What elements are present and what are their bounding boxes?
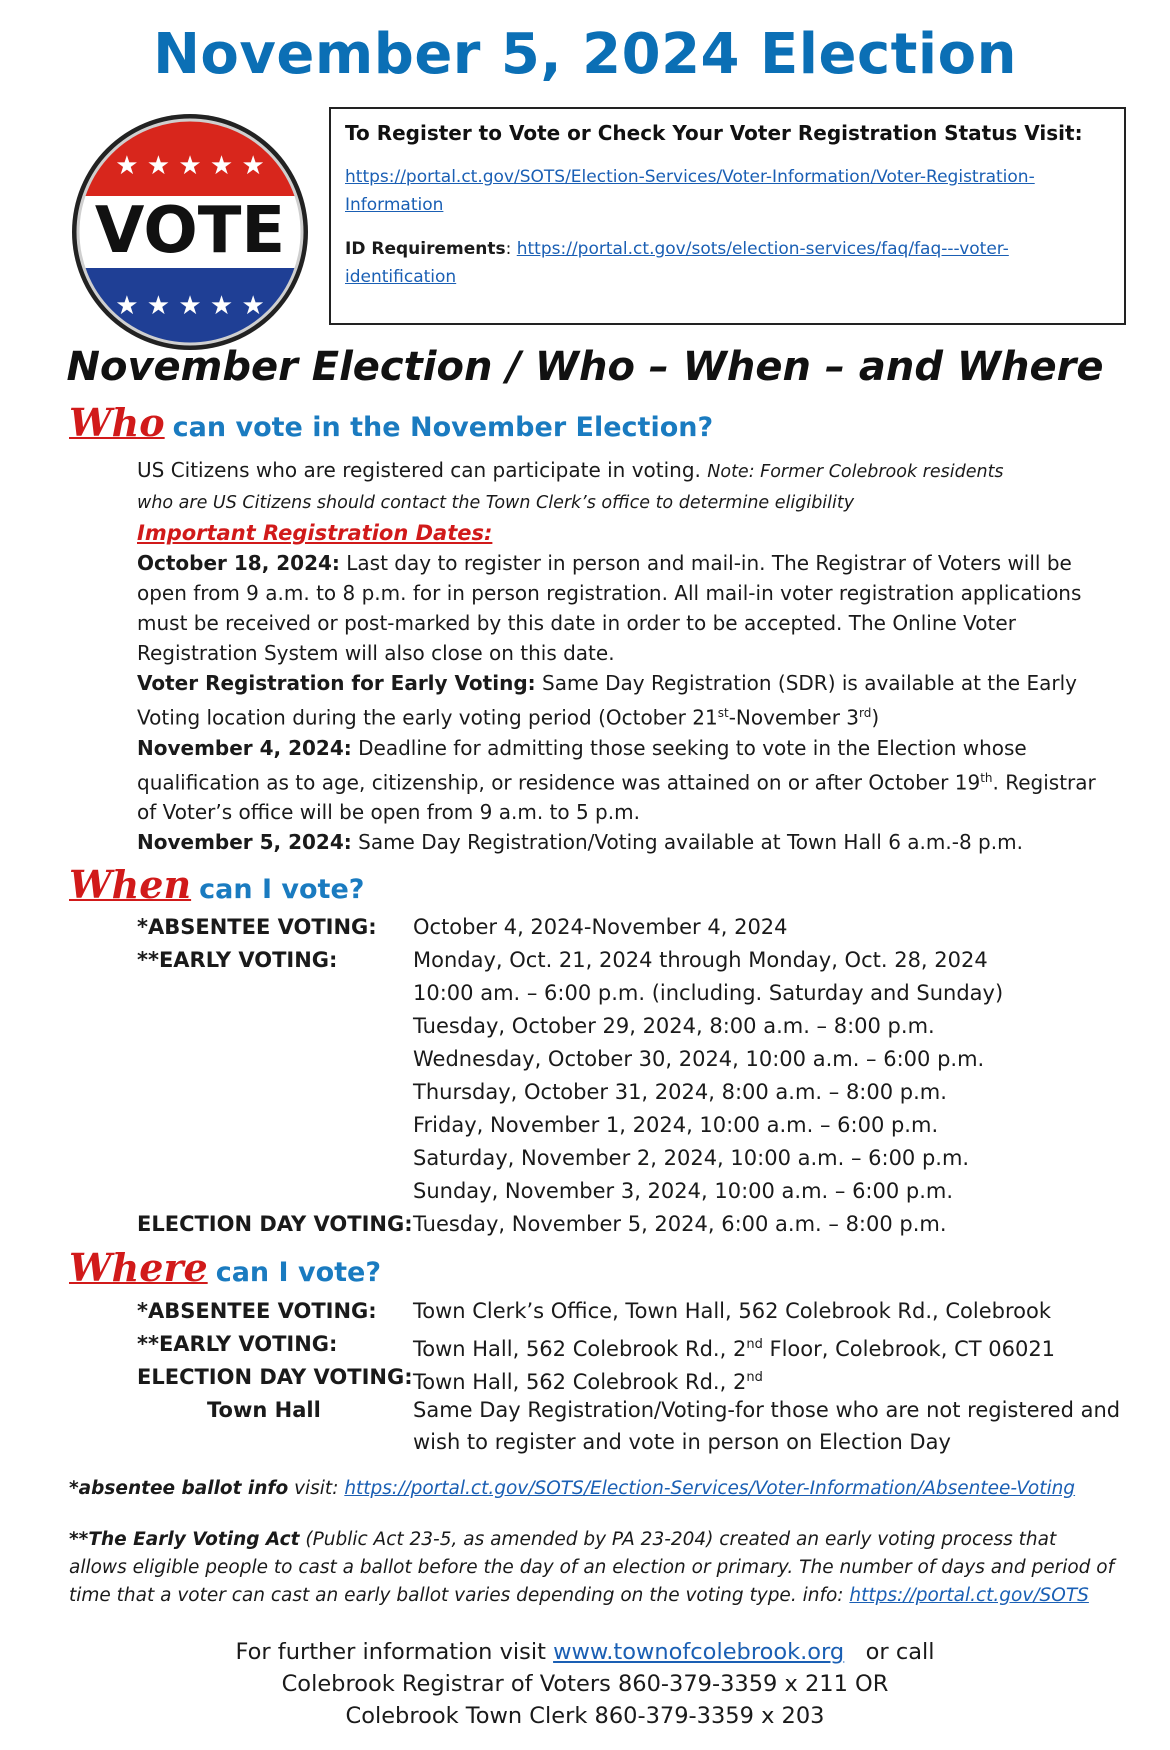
election-day-voting-time: Tuesday, November 5, 2024, 6:00 a.m. – 8:00 p.m. <box>413 1212 947 1236</box>
early-voting-location: Town Hall, 562 Colebrook Rd., 2nd Floor, Colebrook, CT 06021 <box>413 1337 1056 1361</box>
early-voting-line: Thursday, October 31, 2024, 8:00 a.m. – 8:00 p.m. <box>413 1080 947 1104</box>
where-locations-table <box>137 1295 1137 1460</box>
who-word: Who <box>69 400 165 445</box>
early-voting-line: Tuesday, October 29, 2024, 8:00 a.m. – 8:00 p.m. <box>413 1014 935 1038</box>
table-row <box>137 1295 1137 1328</box>
table-row <box>137 1175 1137 1208</box>
early-voting-act-footnote: **The Early Voting Act (Public Act 23-5, as amended by PA 23-204) created an early voting process that allows eligible people to cast a ballot before the day of an election or primary. The number of days and period of time that a voter can cast an early ballot varies depending on the voting type. info: https://portal.ct.gov/SOTS <box>69 1529 1115 1606</box>
registration-info-box <box>329 107 1126 325</box>
absentee-voting-location: Town Clerk’s Office, Town Hall, 562 Colebrook Rd., Colebrook <box>413 1299 1051 1323</box>
voter-registration-link[interactable]: https://portal.ct.gov/SOTS/Election-Services/Voter-Information/Voter-Registration- Information <box>345 167 1035 215</box>
election-day-voting-label: ELECTION DAY VOTING: <box>137 1212 413 1236</box>
town-website-link[interactable]: www.townofcolebrook.org <box>553 1639 845 1665</box>
table-row <box>137 1010 1137 1043</box>
where-word: Where <box>69 1245 208 1290</box>
id-requirements-line: ID Requirements: https://portal.ct.gov/sots/election-services/faq/faq---voter- identification <box>345 239 1009 287</box>
table-row <box>137 911 1137 944</box>
absentee-voting-label: *ABSENTEE VOTING: <box>137 1299 377 1323</box>
table-row <box>137 1142 1137 1175</box>
further-info-line: For further information visit www.townofcolebrook.org or call <box>235 1639 935 1665</box>
id-requirements-link[interactable]: https://portal.ct.gov/sots/election-services/faq/faq---voter- identification <box>345 239 1009 287</box>
page-title: November 5, 2024 Election <box>153 22 1017 87</box>
absentee-voting-label: *ABSENTEE VOTING: <box>137 915 377 939</box>
registration-dates-heading: Important Registration Dates: <box>137 521 493 545</box>
contact-footer <box>0 1636 1170 1732</box>
town-clerk-contact: Colebrook Town Clerk 860-379-3359 x 203 <box>345 1703 825 1729</box>
early-voting-line: Friday, November 1, 2024, 10:00 a.m. – 6:00 p.m. <box>413 1113 939 1137</box>
absentee-footnote: *absentee ballot info visit: https://portal.ct.gov/SOTS/Election-Services/Voter-Information/Absentee-Voting <box>69 1478 1076 1499</box>
sots-link[interactable]: https://portal.ct.gov/SOTS <box>849 1585 1089 1606</box>
table-row <box>137 1109 1137 1142</box>
where-section-heading <box>69 1245 381 1290</box>
early-voting-line: Saturday, November 2, 2024, 10:00 a.m. – 6:00 p.m. <box>413 1146 970 1170</box>
page-subtitle: November Election / Who – When – and Where <box>66 344 1104 390</box>
nov4-entry: November 4, 2024: Deadline for admitting those seeking to vote in the Election whose qualification as to age, citizenship, or residence was attained on or after October 19th. Registrar of Voter’s office will be open from 9 a.m. to 5 p.m. <box>137 735 1096 825</box>
early-registration-entry: Voter Registration for Early Voting: Same Day Registration (SDR) is available at the Early Voting location during the early voting period (October 21st-November 3rd) <box>137 671 1077 730</box>
early-voting-line: Sunday, November 3, 2024, 10:00 a.m. – 6:00 p.m. <box>413 1179 954 1203</box>
early-voting-label: **EARLY VOTING: <box>137 948 338 972</box>
registration-box-heading: To Register to Vote or Check Your Voter Registration Status Visit: <box>345 121 1083 145</box>
table-row <box>137 1394 1137 1460</box>
bottom-stars: ★ ★ ★ ★ ★ <box>115 291 265 321</box>
table-row <box>137 1361 1137 1394</box>
table-row <box>137 977 1137 1010</box>
absentee-voting-link[interactable]: https://portal.ct.gov/SOTS/Election-Services/Voter-Information/Absentee-Voting <box>344 1478 1076 1499</box>
early-voting-line: Monday, Oct. 21, 2024 through Monday, Oct. 28, 2024 <box>413 948 988 972</box>
top-stars: ★ ★ ★ ★ ★ <box>115 151 265 181</box>
absentee-voting-dates: October 4, 2024-November 4, 2024 <box>413 915 788 939</box>
early-voting-label: **EARLY VOTING: <box>137 1332 338 1356</box>
election-day-voting-label: ELECTION DAY VOTING: <box>137 1365 413 1389</box>
table-row <box>137 1043 1137 1076</box>
table-row <box>137 1328 1137 1361</box>
who-section-heading <box>69 400 713 445</box>
when-heading-text: can I vote? <box>199 874 365 905</box>
id-requirements-label: ID Requirements <box>345 239 506 259</box>
when-schedule-table <box>137 911 1137 1241</box>
table-row <box>137 1208 1137 1241</box>
table-row <box>137 944 1137 977</box>
same-day-registration-text: Same Day Registration/Voting-for those who are not registered and wish to register and vote in person on Election Day <box>413 1398 1121 1454</box>
when-section-heading <box>69 862 364 907</box>
town-hall-label: Town Hall <box>207 1398 321 1422</box>
who-heading-text: can vote in the November Election? <box>172 412 714 443</box>
when-word: When <box>69 862 192 907</box>
who-section-body <box>137 456 1097 857</box>
vote-text: VOTE <box>94 194 286 268</box>
oct18-entry: October 18, 2024: Last day to register in person and mail-in. The Registrar of Voters will be open from 9 a.m. to 8 p.m. for in person registration. All mail-in voter registration applications must be received or post-marked by this date in order to be accepted. The Online Voter Registration System will also close on this date. <box>137 551 1082 665</box>
vote-badge-logo <box>70 112 310 352</box>
where-heading-text: can I vote? <box>215 1257 382 1288</box>
early-voting-line: 10:00 am. – 6:00 p.m. (including. Saturday and Sunday) <box>413 981 1004 1005</box>
eligibility-text: US Citizens who are registered can participate in voting. Note: Former Colebrook residents who are US Citizens should contact the Town Clerk’s office to determine eligibility <box>137 458 1004 513</box>
registrar-contact: Colebrook Registrar of Voters 860-379-3359 x 211 OR <box>281 1671 889 1697</box>
table-row <box>137 1076 1137 1109</box>
nov5-entry: November 5, 2024: Same Day Registration/Voting available at Town Hall 6 a.m.-8 p.m. <box>137 830 1023 855</box>
election-day-location: Town Hall, 562 Colebrook Rd., 2nd <box>413 1370 763 1394</box>
early-voting-line: Wednesday, October 30, 2024, 10:00 a.m. – 6:00 p.m. <box>413 1047 985 1071</box>
